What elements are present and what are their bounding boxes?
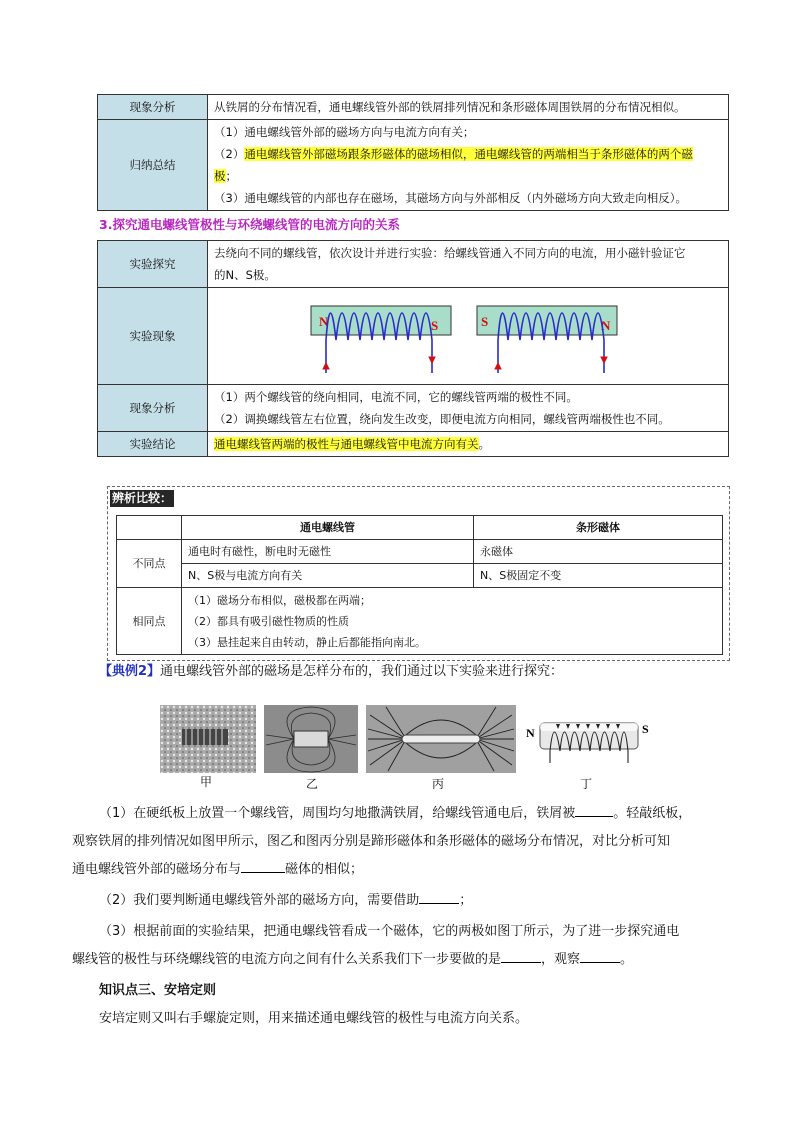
row-label-conclusion: 实验结论 <box>98 432 208 457</box>
knowledge-3-title: 知识点三、安培定则 <box>99 983 217 998</box>
header-empty <box>117 516 182 540</box>
summary-line-3-suffix: ； <box>225 169 237 183</box>
same-line-3: （3）悬挂起来自由转动，静止后都能指向南北。 <box>188 635 426 649</box>
table-row <box>98 120 729 211</box>
summary-line-3 <box>214 165 722 187</box>
current-arrows <box>495 357 607 369</box>
summary-line-1: （1）通电螺线管外部的磁场方向与电流方向有关； <box>214 125 475 139</box>
diagram-ding <box>524 703 654 773</box>
row-text <box>208 385 729 432</box>
q1-line-1 <box>72 800 732 828</box>
same-line-1: （1）磁场分布相似，磁极都在两端； <box>188 593 371 607</box>
summary-line-2-prefix: （2） <box>214 147 245 161</box>
label-ding: 丁 <box>580 777 593 791</box>
example-tag: 【典例2】 <box>99 664 161 679</box>
example-text: 通电螺线管外部的磁场是怎样分布的，我们通过以下实验来进行探究： <box>160 664 564 679</box>
photo-yi <box>264 705 358 773</box>
q2-text-a: （2）我们要判断通电螺线管外部的磁场方向，需要借助 <box>99 893 420 908</box>
q3-line2-b: ，观察 <box>541 952 581 967</box>
same-label: 相同点 <box>117 588 182 655</box>
section-3-title: 3.探究通电螺线管极性与环绕螺线管的电流方向的关系 <box>99 217 400 232</box>
q3-line-2 <box>72 946 732 974</box>
pole-label: N <box>526 726 535 740</box>
knowledge-3-text: 安培定则又叫右手螺旋定则，用来描述通电螺线管的极性与电流方向关系。 <box>99 1011 529 1026</box>
table-row <box>98 432 729 457</box>
table-cell: 通电时有磁性，断电时无磁性 <box>182 540 474 564</box>
table-row <box>98 288 729 385</box>
row-text <box>208 241 729 288</box>
highlight-text: 通电螺线管两端的极性与通电螺线管中电流方向有关 <box>214 437 479 451</box>
pole-label: S <box>481 314 489 329</box>
q1-line-3 <box>72 856 732 884</box>
label-bing: 丙 <box>432 777 445 791</box>
photo-bing <box>366 705 516 773</box>
compare-box <box>107 486 730 661</box>
coil-figure-cell <box>208 288 729 385</box>
header-solenoid: 通电螺线管 <box>182 516 474 540</box>
row-label-summary: 归纳总结 <box>98 120 208 211</box>
analysis-line-1: （1）两个螺线管的绕向相同，电流不同，它的螺线管两端的极性不同。 <box>214 390 578 404</box>
highlight-text: 极 <box>214 169 226 183</box>
table-row <box>117 564 723 588</box>
figure-row <box>160 703 660 798</box>
experiment-line-1: 去绕向不同的螺线管，依次设计并进行实验：给螺线管通入不同方向的电流，用小磁针验证它 <box>214 246 686 260</box>
q1-line3-b: 磁体的相似； <box>285 862 364 877</box>
same-line-2: （2）都具有吸引磁性物质的性质 <box>188 614 349 628</box>
solenoid-figure <box>208 288 718 384</box>
solenoid-right <box>477 306 617 373</box>
row-label-phenomenon-analysis: 现象分析 <box>98 95 208 120</box>
solenoid-left <box>311 306 451 373</box>
header-bar-magnet: 条形磁体 <box>474 516 723 540</box>
current-arrows <box>323 357 435 369</box>
summary-line-4: （3）通电螺线管的内部也存在磁场，其磁场方向与外部相反（内外磁场方向大致走向相反）。 <box>214 191 688 205</box>
q3-line2-c: 。 <box>620 952 634 967</box>
experiment-line-2: 的N、S极。 <box>214 268 276 282</box>
answer-blank-4[interactable] <box>501 948 541 963</box>
table-cell: N、S极与电流方向有关 <box>182 564 474 588</box>
answer-blank-2[interactable] <box>241 858 285 873</box>
summary-line-2 <box>214 143 722 165</box>
row-text: 从铁屑的分布情况看，通电螺线管外部的铁屑排列情况和条形磁体周围铁屑的分布情况相似。 <box>208 95 729 120</box>
answer-blank-3[interactable] <box>419 889 459 904</box>
q1-line-2: 观察铁屑的排列情况如图甲所示，图乙和图丙分别是蹄形磁体和条形磁体的磁场分布情况，对比分析可知 <box>72 834 671 849</box>
compare-table <box>116 515 723 655</box>
table-row <box>117 588 723 655</box>
table-experiment <box>97 240 729 457</box>
q3-line-1: （3）根据前面的实验结果，把通电螺线管看成一个磁体，它的两极如图丁所示，为了进一步探究通电 <box>99 924 680 939</box>
q2-line <box>72 887 732 915</box>
analysis-line-2: （2）调换螺线管左右位置，绕向发生改变，即便电流方向相同，螺线管两端极性也不同。 <box>214 412 670 426</box>
diff-label: 不同点 <box>117 540 182 588</box>
table-row <box>98 241 729 288</box>
table-row <box>117 516 723 540</box>
table-cell <box>182 588 723 655</box>
pole-label: S <box>642 722 649 736</box>
q1-text-b: 。轻敲纸板， <box>613 806 692 821</box>
table-row <box>117 540 723 564</box>
table-cell: 永磁体 <box>474 540 723 564</box>
row-label-experiment: 实验探究 <box>98 241 208 288</box>
conclusion-suffix: 。 <box>478 437 490 451</box>
table-row <box>98 385 729 432</box>
row-text <box>208 432 729 457</box>
q1-line3-a: 通电螺线管外部的磁场分布与 <box>72 862 242 877</box>
row-label-phenomenon: 实验现象 <box>98 288 208 385</box>
answer-blank-1[interactable] <box>575 802 613 817</box>
pole-label: S <box>431 318 439 333</box>
example-heading <box>99 658 563 686</box>
q1-text-a: （1）在硬纸板上放置一个螺线管，周围均匀地撒满铁屑，给螺线管通电后，铁屑被 <box>99 806 576 821</box>
compare-title: 辨析比较： <box>112 491 173 505</box>
pole-label: N <box>319 314 329 329</box>
table-cell: N、S极固定不变 <box>474 564 723 588</box>
answer-blank-5[interactable] <box>580 948 620 963</box>
q3-line2-a: 螺线管的极性与环绕螺线管的电流方向之间有什么关系我们下一步要做的是 <box>72 952 502 967</box>
highlight-text: 通电螺线管外部磁场跟条形磁体的磁场相似，通电螺线管的两端相当于条形磁体的两个磁 <box>244 147 693 161</box>
q2-text-b: ； <box>459 893 473 908</box>
row-label-analysis: 现象分析 <box>98 385 208 432</box>
pole-label: N <box>601 318 611 333</box>
label-jia: 甲 <box>200 775 213 789</box>
photo-jia <box>160 705 256 773</box>
label-yi: 乙 <box>306 777 319 791</box>
table-row <box>98 95 729 120</box>
question-block <box>72 800 732 1033</box>
table-summary <box>97 94 729 211</box>
row-text <box>208 120 729 211</box>
